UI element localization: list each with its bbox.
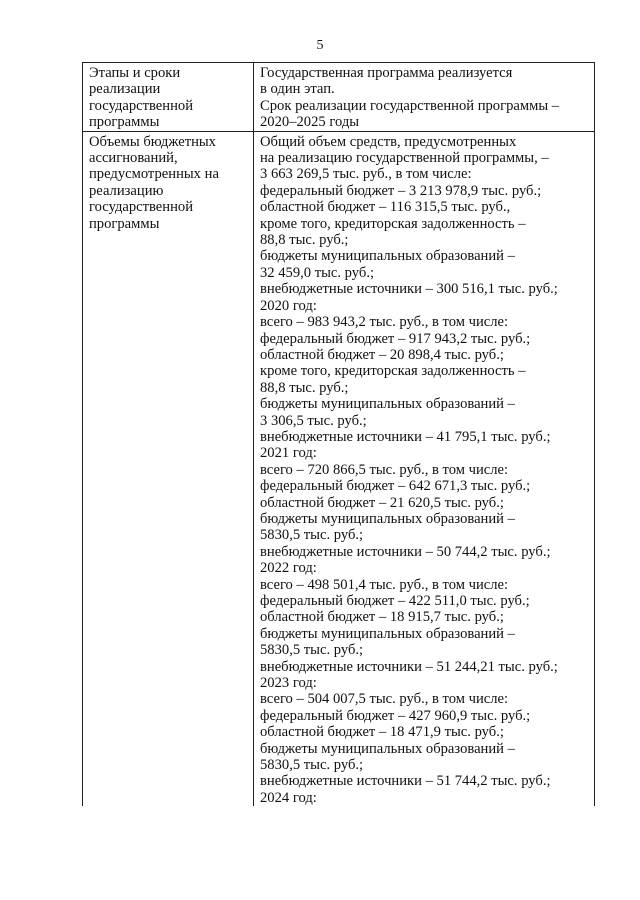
row-value-line: областной бюджет – 116 315,5 тыс. руб., bbox=[260, 199, 511, 216]
row-value-line: 2023 год: bbox=[260, 675, 317, 692]
row-label-cell bbox=[83, 63, 254, 132]
row-label-line: Этапы и сроки bbox=[89, 65, 181, 81]
row-label-line: Объемы бюджетных bbox=[89, 133, 216, 150]
row-label-line: предусмотренных на bbox=[89, 166, 219, 183]
row-value-line: федеральный бюджет – 642 671,3 тыс. руб.; bbox=[260, 478, 531, 495]
row-value-line: внебюджетные источники – 41 795,1 тыс. руб.; bbox=[260, 428, 551, 445]
row-value-line: федеральный бюджет – 917 943,2 тыс. руб.; bbox=[260, 330, 531, 347]
row-value-line: 32 459,0 тыс. руб.; bbox=[260, 264, 375, 281]
row-value-line: 3 306,5 тыс. руб.; bbox=[260, 412, 367, 429]
passport-table-body bbox=[83, 63, 595, 807]
row-label-line: реализацию bbox=[89, 182, 164, 199]
row-value-line: бюджеты муниципальных образований – bbox=[260, 740, 515, 757]
row-value-line: всего – 504 007,5 тыс. руб., в том числе: bbox=[260, 691, 509, 708]
row-value-line: всего – 498 501,4 тыс. руб., в том числе: bbox=[260, 576, 509, 593]
row-value-line: внебюджетные источники – 51 244,21 тыс. руб.; bbox=[260, 658, 558, 675]
row-value-line: областной бюджет – 18 915,7 тыс. руб.; bbox=[260, 609, 504, 626]
row-value-line: кроме того, кредиторская задолженность – bbox=[260, 363, 526, 380]
row-value-line: всего – 983 943,2 тыс. руб., в том числе: bbox=[260, 314, 509, 331]
program-passport-table bbox=[82, 62, 595, 806]
row-value-line: федеральный бюджет – 427 960,9 тыс. руб.; bbox=[260, 707, 531, 724]
row-value-line: всего – 720 866,5 тыс. руб., в том числе: bbox=[260, 461, 509, 478]
row-label-line: программы bbox=[89, 114, 160, 131]
row-value-line: 2021 год: bbox=[260, 445, 317, 462]
row-value-line: 88,8 тыс. руб.; bbox=[260, 232, 349, 249]
row-value-line: 2020 год: bbox=[260, 297, 317, 314]
row-value-line: федеральный бюджет – 422 511,0 тыс. руб.; bbox=[260, 593, 530, 609]
row-value-line: бюджеты муниципальных образований – bbox=[260, 510, 515, 527]
row-label-line: государственной bbox=[89, 97, 194, 114]
row-value-line: Общий объем средств, предусмотренных bbox=[260, 133, 517, 150]
table-row bbox=[83, 63, 595, 132]
row-label-line: государственной bbox=[89, 199, 194, 216]
row-value-line: 2020–2025 годы bbox=[260, 114, 360, 131]
row-value-line: бюджеты муниципальных образований – bbox=[260, 396, 515, 413]
row-value-line: 3 663 269,5 тыс. руб., в том числе: bbox=[260, 166, 472, 183]
row-value-line: внебюджетные источники – 300 516,1 тыс. руб.; bbox=[260, 281, 558, 298]
row-value-line: кроме того, кредиторская задолженность – bbox=[260, 215, 526, 232]
row-label-line: программы bbox=[89, 215, 160, 232]
row-value-line: 2024 год: bbox=[260, 789, 317, 806]
row-value-line: 2022 год: bbox=[260, 560, 317, 577]
row-value-line: бюджеты муниципальных образований – bbox=[260, 248, 515, 265]
row-value-line: областной бюджет – 21 620,5 тыс. руб.; bbox=[260, 494, 504, 511]
row-value-line: в один этап. bbox=[260, 81, 335, 98]
row-value-line: федеральный бюджет – 3 213 978,9 тыс. руб.; bbox=[260, 182, 542, 199]
page-number: 5 bbox=[316, 38, 324, 53]
row-value-line: внебюджетные источники – 50 744,2 тыс. руб.; bbox=[260, 543, 551, 560]
row-value-line: 88,8 тыс. руб.; bbox=[260, 379, 349, 396]
row-value-cell bbox=[254, 63, 595, 132]
row-value-line: областной бюджет – 20 898,4 тыс. руб.; bbox=[260, 346, 504, 363]
row-value-line: 5830,5 тыс. руб.; bbox=[260, 642, 364, 659]
row-label-line: реализации bbox=[89, 81, 161, 98]
row-value-line: областной бюджет – 18 471,9 тыс. руб.; bbox=[260, 724, 504, 741]
row-value-line: внебюджетные источники – 51 744,2 тыс. руб.; bbox=[260, 773, 551, 790]
row-value-cell bbox=[254, 131, 595, 806]
row-value-line: 5830,5 тыс. руб.; bbox=[260, 527, 364, 544]
row-value-line: на реализацию государственной программы, – bbox=[260, 150, 549, 167]
row-label-line: ассигнований, bbox=[89, 150, 178, 167]
row-value-line: бюджеты муниципальных образований – bbox=[260, 625, 515, 642]
table-row bbox=[83, 131, 595, 806]
row-value-line: Государственная программа реализуется bbox=[260, 65, 513, 81]
row-value-line: 5830,5 тыс. руб.; bbox=[260, 757, 364, 774]
row-value-line: Срок реализации государственной программы – bbox=[260, 97, 560, 114]
row-label-cell bbox=[83, 131, 254, 806]
